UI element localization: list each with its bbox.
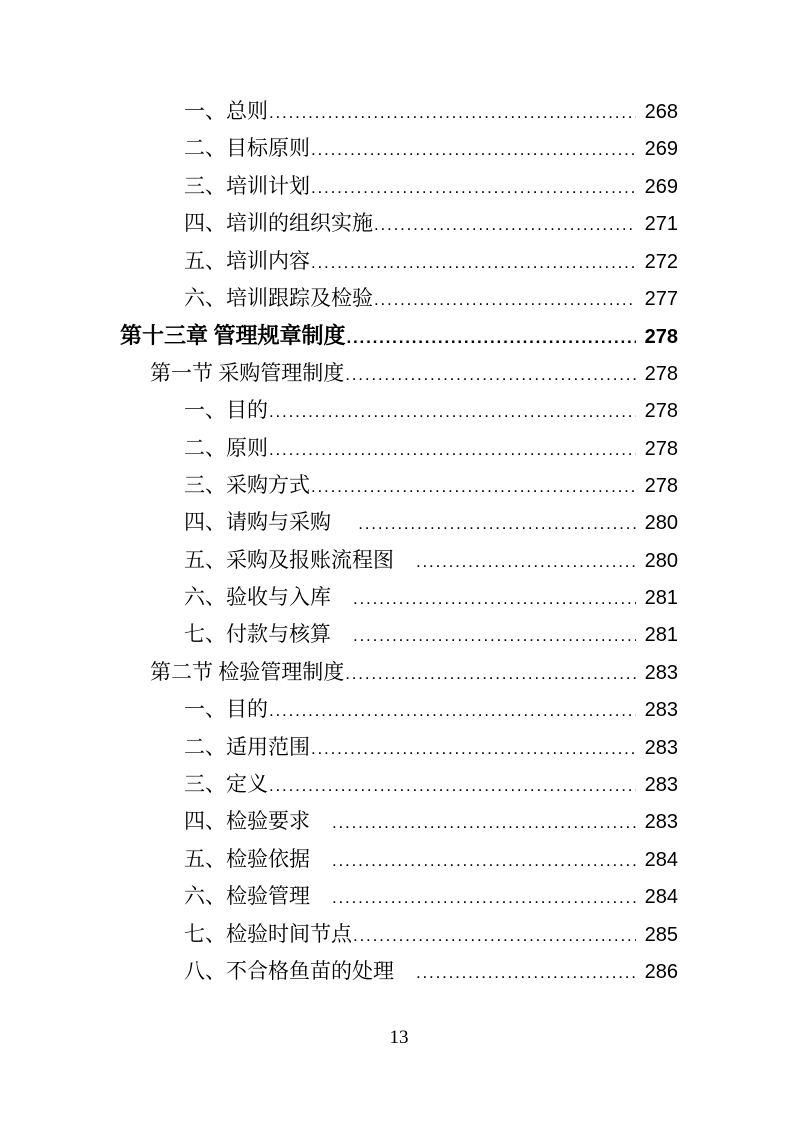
toc-entry[interactable] [120, 953, 678, 990]
toc-leader-dots [269, 767, 636, 803]
toc-entry-page: 278 [644, 400, 678, 423]
toc-entry-title: 第十三章 管理规章制度 [120, 323, 346, 349]
toc-leader-dots [374, 206, 636, 242]
toc-entry-page: 278 [644, 474, 678, 497]
toc-entry-title: 六、培训跟踪及检验 [184, 285, 373, 310]
toc-entry-page: 281 [644, 624, 678, 647]
toc-entry-page: 269 [644, 175, 678, 198]
toc-leader-dots [332, 804, 636, 840]
toc-entry-title: 二、适用范围 [184, 734, 310, 759]
toc-entry[interactable] [120, 729, 678, 766]
toc-leader-dots [269, 94, 636, 130]
toc-entry-page: 268 [644, 101, 678, 123]
toc-leader-dots [311, 169, 636, 205]
toc-entry-page: 278 [644, 326, 678, 349]
toc-entry-page: 284 [644, 886, 678, 909]
toc-leader-dots [269, 692, 636, 728]
toc-entry[interactable] [120, 430, 678, 467]
toc-leader-dots [332, 879, 636, 915]
toc-entry[interactable] [120, 803, 678, 840]
toc-entry-title: 六、验收与入库 [184, 585, 352, 610]
toc-entry[interactable] [120, 93, 678, 130]
toc-entry[interactable] [120, 579, 678, 616]
toc-entry-page: 283 [644, 736, 678, 759]
toc-entry-title: 二、目标原则 [184, 136, 310, 161]
toc-entry-page: 283 [644, 811, 678, 834]
toc-entry-page: 278 [644, 362, 678, 385]
toc-leader-dots [311, 730, 636, 766]
toc-entry-page: 281 [644, 587, 678, 610]
toc-entry-page: 271 [644, 213, 678, 236]
toc-entry-title: 二、原则 [184, 435, 268, 460]
toc-entry[interactable] [120, 205, 678, 242]
toc-entry[interactable] [120, 168, 678, 205]
toc-leader-dots [269, 393, 636, 429]
toc-entry-title: 四、培训的组织实施 [184, 211, 373, 236]
toc-leader-dots [345, 356, 636, 392]
toc-entry[interactable] [120, 355, 678, 392]
toc-entry-title: 三、定义 [184, 772, 268, 797]
toc-leader-dots [311, 468, 636, 504]
toc-entry-title: 四、请购与采购 [184, 510, 358, 535]
toc-entry-title: 七、付款与核算 [184, 622, 352, 647]
toc-entry-page: 283 [644, 699, 678, 722]
toc-entry[interactable] [120, 504, 678, 541]
toc-entry-title: 一、目的 [184, 697, 268, 722]
toc-entry[interactable] [120, 280, 678, 317]
toc-entry-title: 第二节 检验管理制度 [150, 659, 345, 684]
toc-entry-title: 一、目的 [184, 398, 268, 423]
toc-leader-dots [345, 655, 636, 691]
toc-entry-page: 286 [644, 960, 678, 983]
page-number-footer: 13 [389, 1027, 409, 1048]
toc-entry-page: 269 [644, 138, 678, 161]
toc-entry[interactable] [120, 130, 678, 167]
toc-entry-page: 285 [644, 923, 678, 946]
toc-leader-dots [353, 917, 636, 953]
toc-leader-dots [358, 505, 636, 541]
toc-entry-title: 五、培训内容 [184, 248, 310, 273]
toc-entry-page: 280 [644, 512, 678, 535]
toc-entry-page: 278 [644, 437, 678, 460]
toc-leader-dots [269, 431, 636, 467]
toc-entry-title: 第一节 采购管理制度 [150, 360, 345, 385]
toc-entry-page: 283 [644, 661, 678, 684]
table-of-contents [120, 93, 678, 990]
toc-entry-title: 五、采购及报账流程图 [184, 547, 415, 572]
toc-entry[interactable] [120, 878, 678, 915]
toc-entry-page: 280 [644, 549, 678, 572]
toc-entry[interactable] [120, 916, 678, 953]
toc-entry-title: 一、总则 [184, 99, 268, 123]
toc-entry[interactable] [120, 841, 678, 878]
toc-leader-dots [311, 131, 636, 167]
toc-entry-page: 284 [644, 848, 678, 871]
toc-entry[interactable] [120, 542, 678, 579]
toc-leader-dots [347, 319, 636, 354]
toc-entry-page: 272 [644, 250, 678, 273]
toc-leader-dots [353, 580, 636, 616]
toc-entry[interactable] [120, 467, 678, 504]
toc-leader-dots [332, 842, 636, 878]
toc-entry-title: 八、不合格鱼苗的处理 [184, 958, 415, 983]
toc-entry[interactable] [120, 317, 678, 354]
toc-entry[interactable] [120, 691, 678, 728]
toc-entry-page: 277 [644, 287, 678, 310]
toc-entry-title: 七、检验时间节点 [184, 921, 352, 946]
toc-entry[interactable] [120, 654, 678, 691]
toc-entry-title: 三、采购方式 [184, 472, 310, 497]
toc-leader-dots [416, 954, 636, 990]
toc-entry-title: 五、检验依据 [184, 846, 331, 871]
toc-leader-dots [374, 281, 636, 317]
toc-entry[interactable] [120, 616, 678, 653]
toc-entry-title: 三、培训计划 [184, 173, 310, 198]
toc-entry[interactable] [120, 392, 678, 429]
toc-entry-title: 四、检验要求 [184, 809, 331, 834]
toc-entry-page: 283 [644, 774, 678, 797]
toc-leader-dots [311, 244, 636, 280]
toc-entry-title: 六、检验管理 [184, 884, 331, 909]
toc-leader-dots [353, 617, 636, 653]
toc-entry[interactable] [120, 243, 678, 280]
toc-leader-dots [416, 543, 636, 579]
toc-entry[interactable] [120, 766, 678, 803]
